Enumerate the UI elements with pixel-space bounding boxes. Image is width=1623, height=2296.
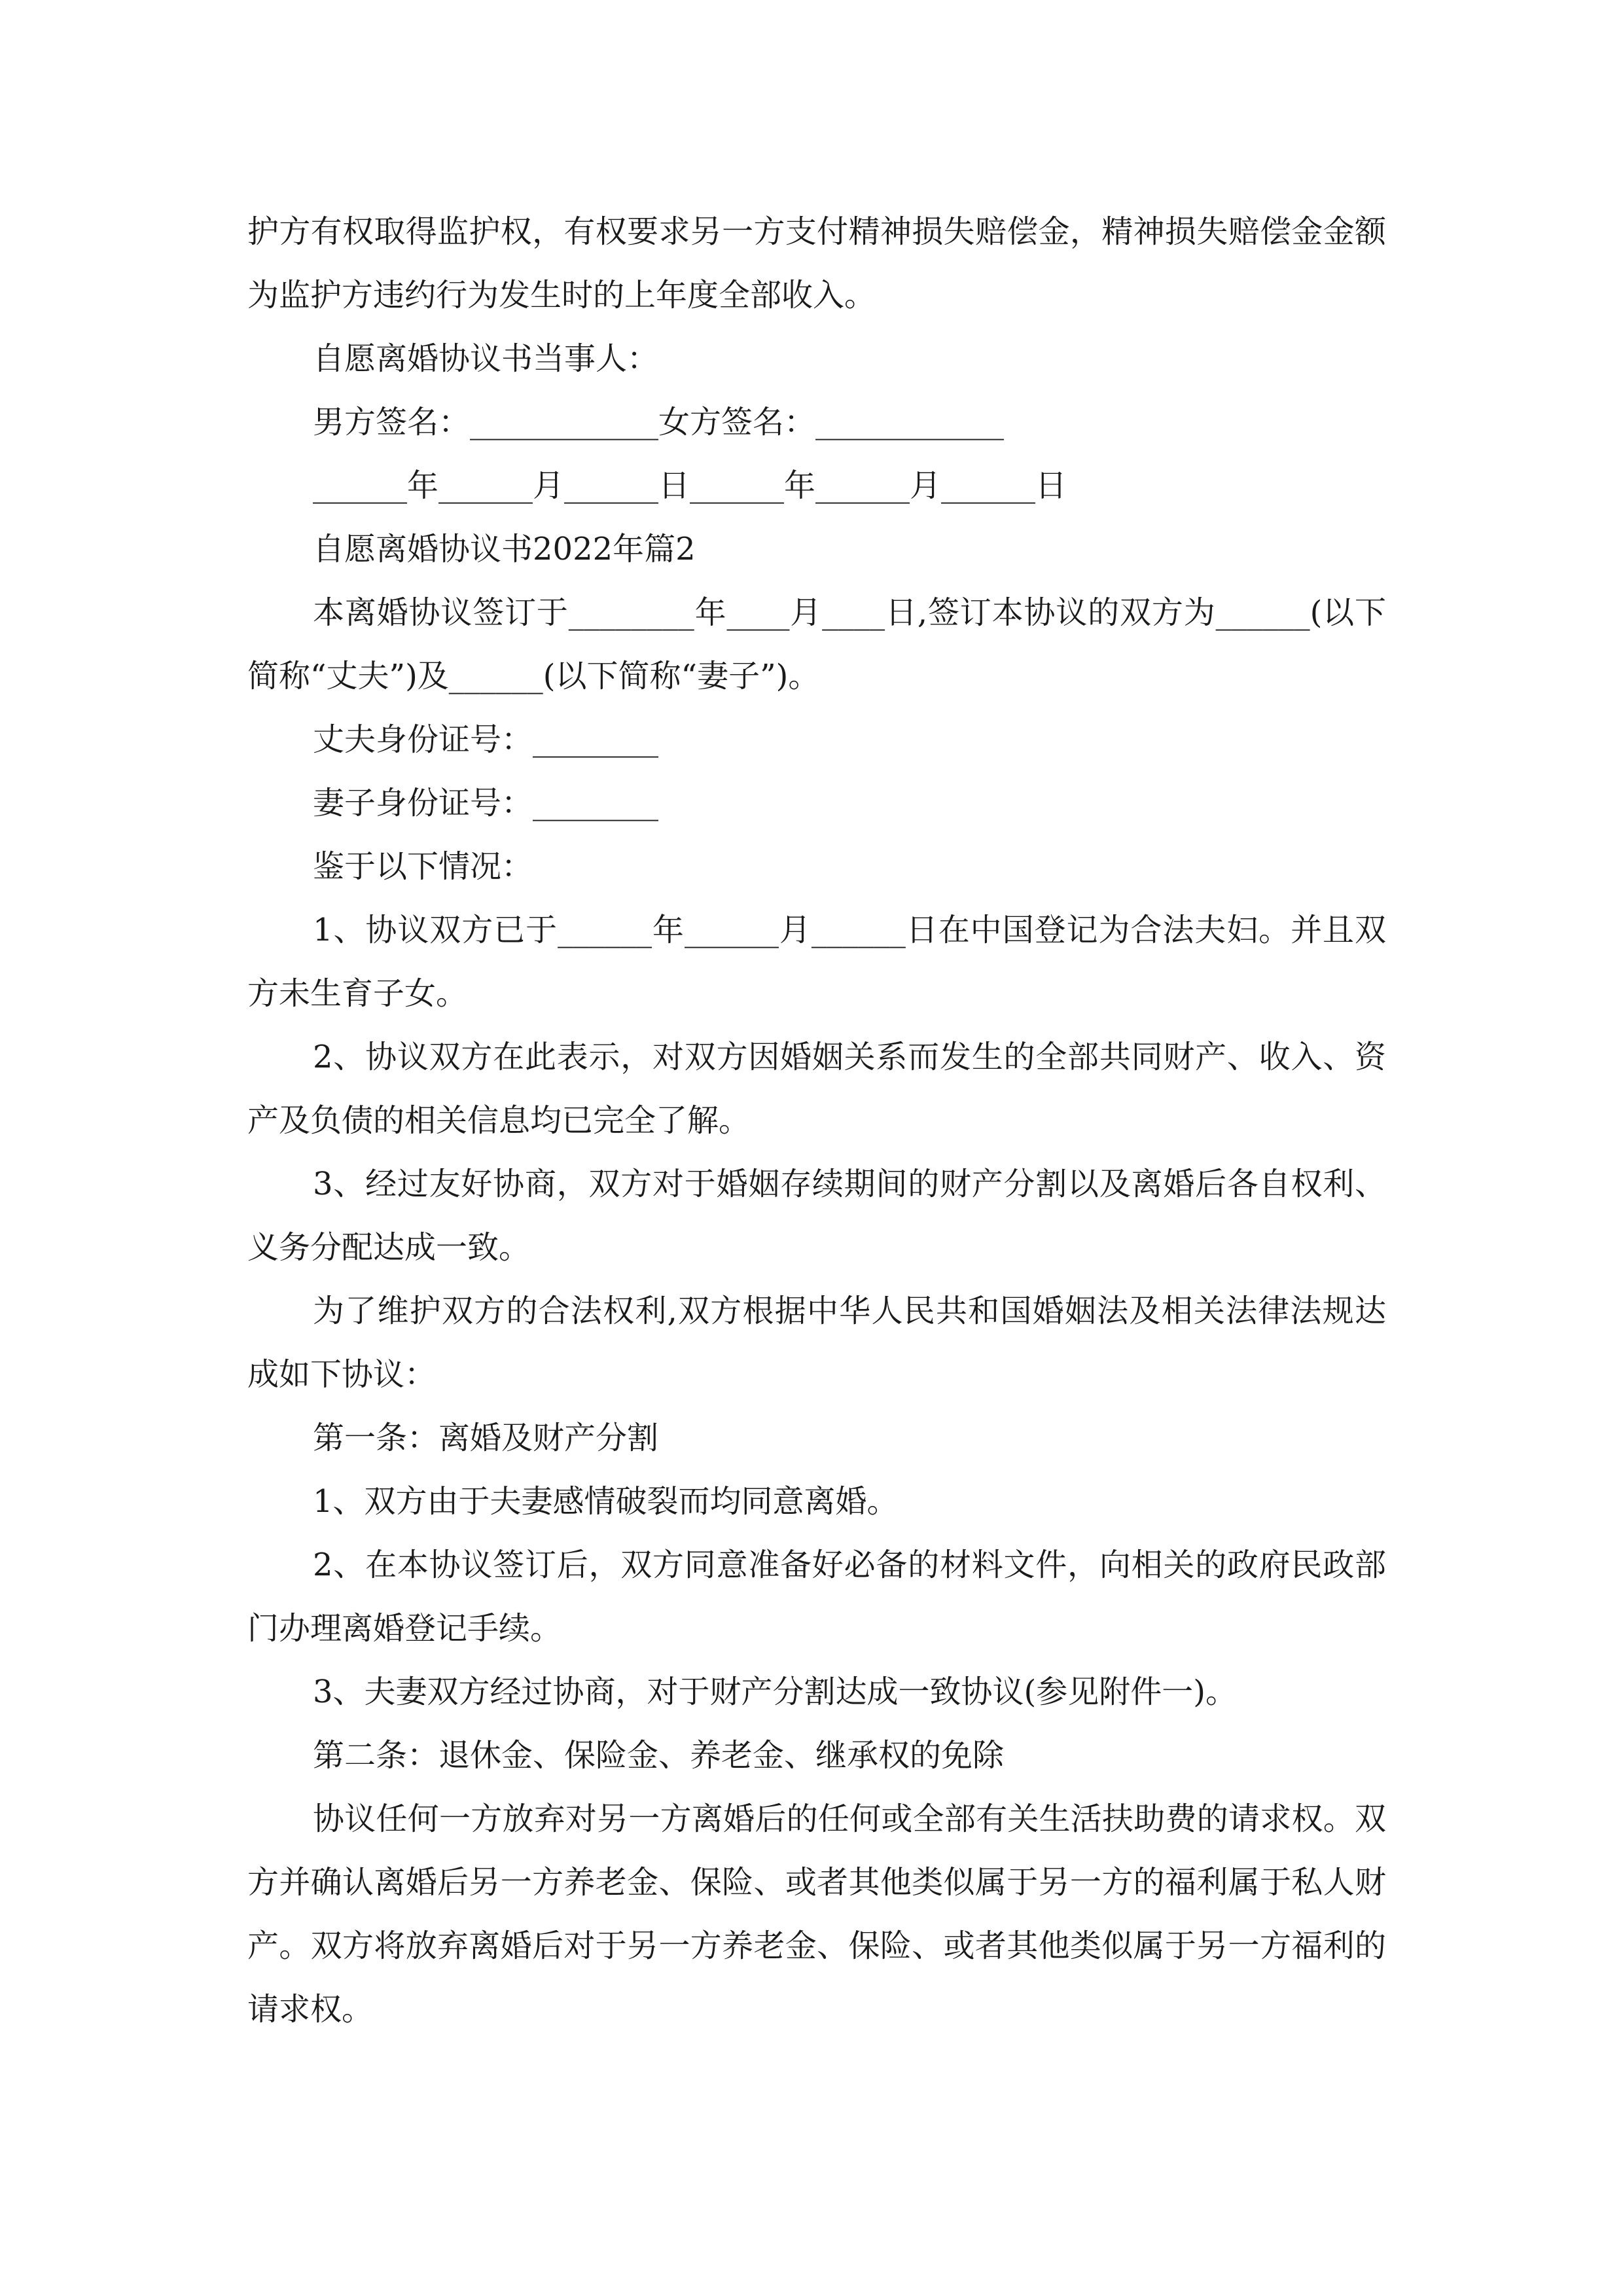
article-2-heading: 第二条：退休金、保险金、养老金、继承权的免除 [313,1737,1005,1774]
article-2-body: 协议任何一方放弃对另一方离婚后的任何或全部有关生活扶助费的请求权。双方并确认离婚后另一方养老金、保险、或者其他类似属于另一方的福利属于私人财产。双方将放弃离婚后对于另一方养老金、保险、或者其他类似属于另一方福利的请求权。 [247,1801,1386,2028]
paragraph-circumstance-2: 2、协议双方在此表示，对双方因婚姻关系而发生的全部共同财产、收入、资产及负债的相关信息均已完全了解。 [247,1039,1386,1139]
paragraph-parties-heading: 自愿离婚协议书当事人： [313,340,659,377]
section-title: 自愿离婚协议书2022年篇2 [313,531,696,567]
paragraph-wife-id: 妻子身份证号：________ [313,785,659,821]
article-1-clause-3: 3、夫妻双方经过协商，对于财产分割达成一致协议(参见附件一)。 [313,1674,1237,1710]
paragraph-guardianship-compensation: 护方有权取得监护权，有权要求另一方支付精神损失赔偿金，精神损失赔偿金金额为监护方违约行为发生时的上年度全部收入。 [247,213,1386,314]
paragraph-circumstances-heading: 鉴于以下情况： [313,848,533,885]
paragraph-legal-basis: 为了维护双方的合法权利,双方根据中华人民共和国婚姻法及相关法律法规达成如下协议： [247,1293,1386,1393]
article-1-clause-1: 1、双方由于夫妻感情破裂而均同意离婚。 [313,1483,899,1520]
paragraph-circumstance-1: 1、协议双方已于______年______月______日在中国登记为合法夫妇。并且双方未生育子女。 [247,912,1386,1012]
article-1-clause-2: 2、在本协议签订后，双方同意准备好必备的材料文件，向相关的政府民政部门办理离婚登记手续。 [247,1547,1386,1647]
paragraph-signature-dates: ______年______月______日______年______月______日 [313,467,1067,504]
paragraph-agreement-intro: 本离婚协议签订于________年____月____日,签订本协议的双方为______(以下简称“丈夫”)及______(以下简称“妻子”)。 [247,594,1386,694]
paragraph-circumstance-3: 3、经过友好协商，双方对于婚姻存续期间的财产分割以及离婚后各自权利、义务分配达成一致。 [247,1166,1386,1266]
paragraph-signatures: 男方签名：____________女方签名：____________ [313,404,1005,440]
article-1-heading: 第一条：离婚及财产分割 [313,1420,659,1456]
document-body [247,200,1386,2041]
paragraph-husband-id: 丈夫身份证号：________ [313,721,659,758]
